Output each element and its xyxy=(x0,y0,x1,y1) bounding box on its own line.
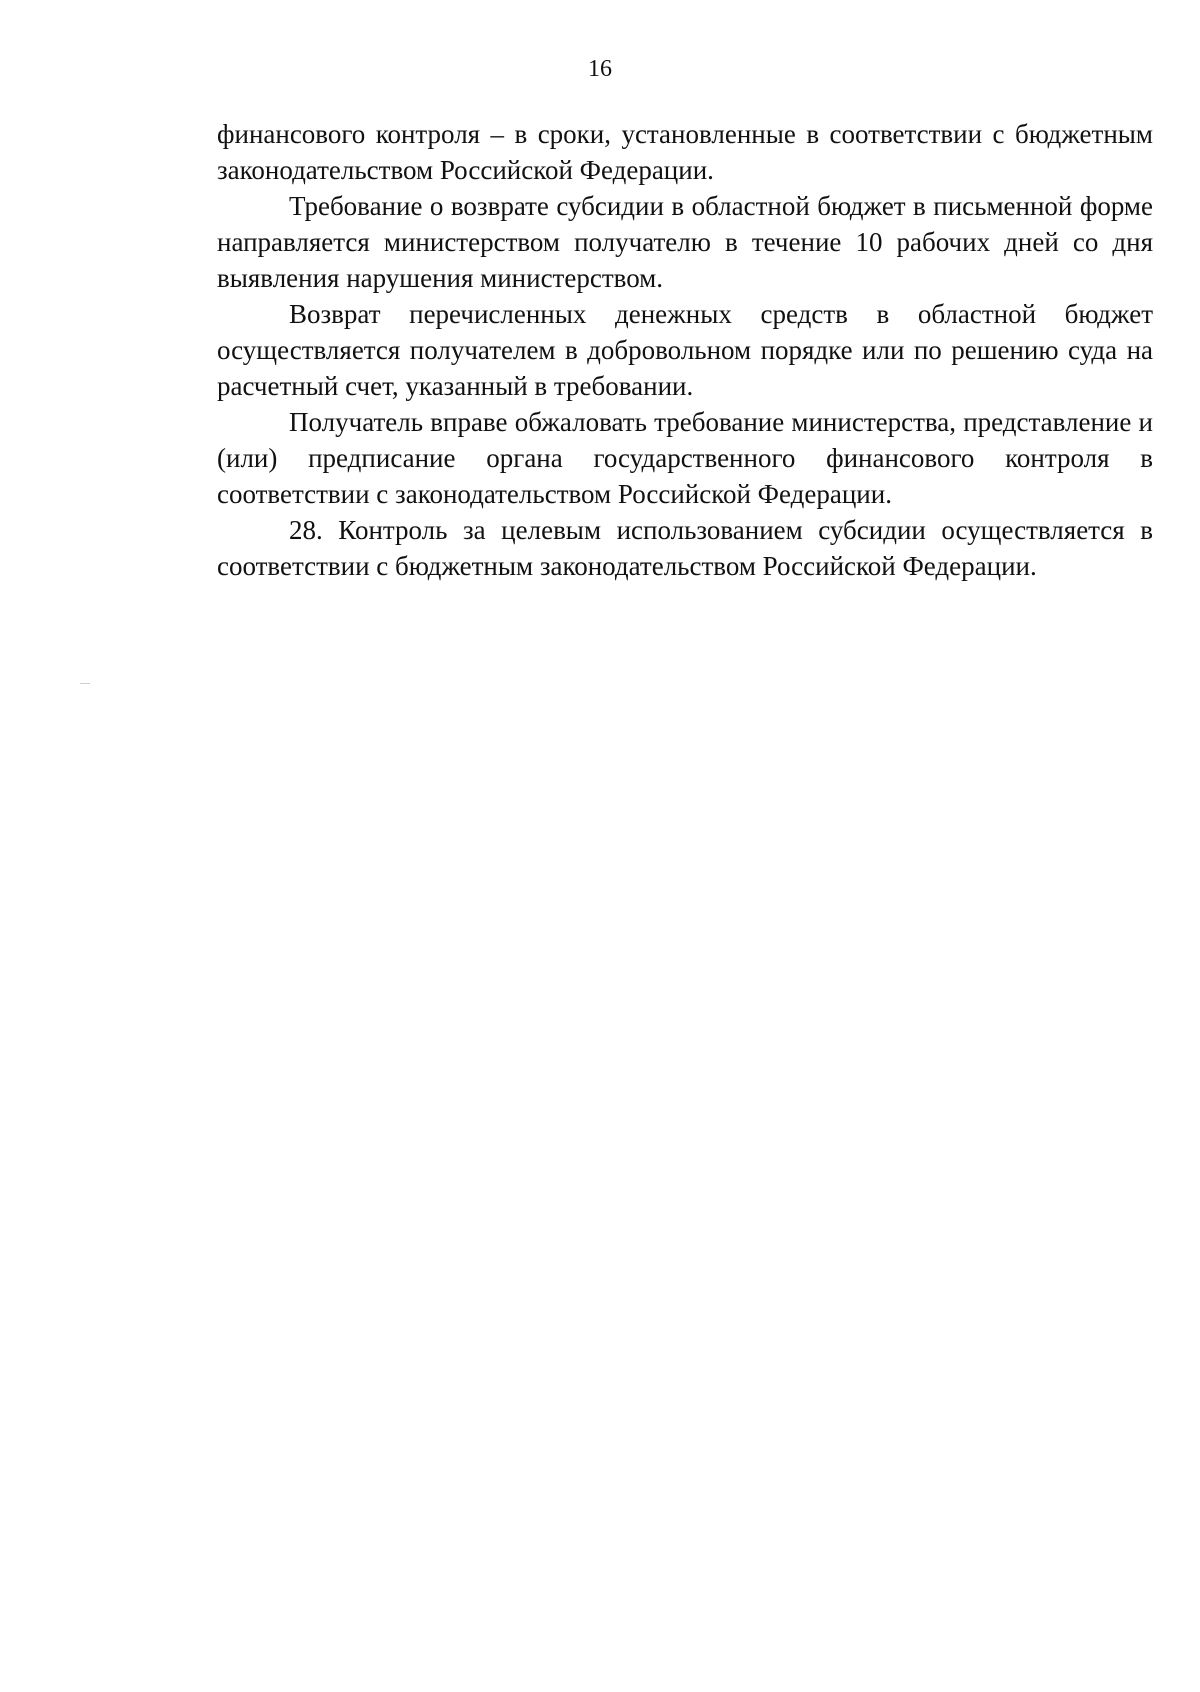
document-body xyxy=(217,116,1153,584)
paragraph-subsidy-return-demand: Требование о возврате субсидии в областной бюджет в письменной форме направляется министерством получателю в течение 10 рабочих дней со дня выявления нарушения министерством. xyxy=(217,191,1153,293)
scan-artifact xyxy=(80,683,90,684)
paragraph-continuation: финансового контроля – в сроки, установленные в соответствии с бюджетным законодательством Российской Федерации. xyxy=(217,119,1153,185)
paragraph-funds-return: Возврат перечисленных денежных средств в областной бюджет осуществляется получателем в добровольном порядке или по решению суда на расчетный счет, указанный в требовании. xyxy=(217,299,1153,401)
page-number: 16 xyxy=(588,56,612,82)
paragraph-appeal-right: Получатель вправе обжаловать требование министерства, представление и (или) предписание органа государственного финансового контроля в соответствии с законодательством Российской Федерации. xyxy=(217,407,1153,509)
paragraph-control-28: 28. Контроль за целевым использованием субсидии осуществляется в соответствии с бюджетным законодательством Российской Федерации. xyxy=(217,515,1153,581)
